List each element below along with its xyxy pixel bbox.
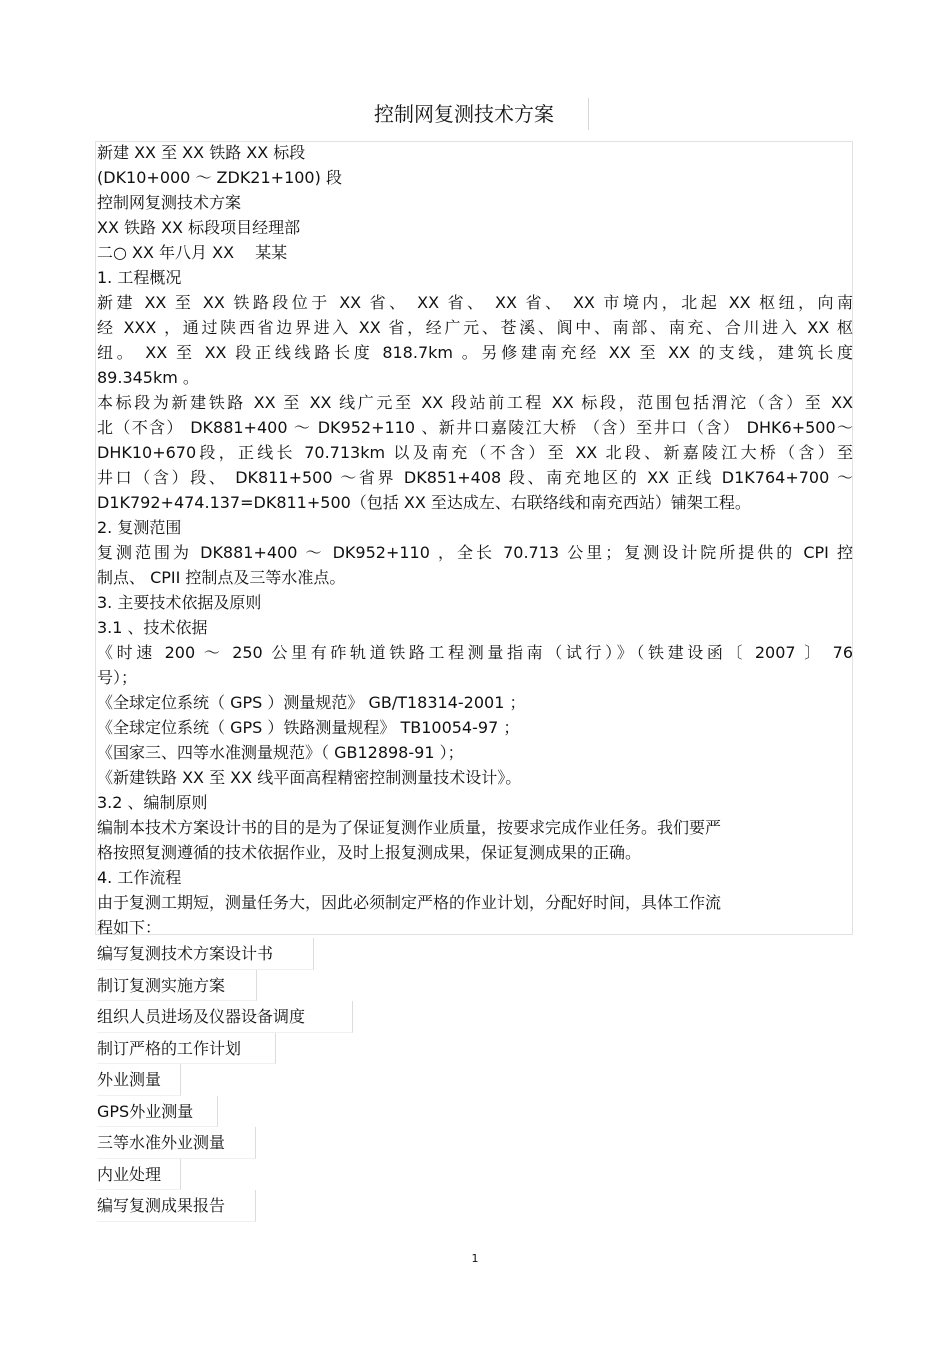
- flow-step-field-survey: 外业测量: [97, 1064, 181, 1096]
- paragraph-line: D1K792+474.137=DK811+500（包括 XX 至达成左、右联络线和南充西站）铺架工程。: [97, 493, 751, 512]
- workflow-steps: [97, 938, 353, 1222]
- section-heading-workflow: 4. 工作流程: [97, 868, 182, 887]
- reference-line: 《时速 200 ～ 250 公里有砟轨道铁路工程测量指南（试行）》（铁建设函〔 2007 〕 76: [97, 643, 853, 662]
- document-body: [97, 140, 853, 940]
- subsection-heading-technical-basis: 3.1 、技术依据: [97, 618, 208, 637]
- paragraph-line: 新建 XX 至 XX 铁路段位于 XX 省、 XX 省、 XX 省、 XX 市境内，北起 XX 枢纽，向南: [97, 293, 853, 312]
- paragraph-line: 格按照复测遵循的技术依据作业，及时上报复测成果，保证复测成果的正确。: [97, 843, 642, 862]
- cover-line-project: 新建 XX 至 XX 铁路 XX 标段: [97, 143, 306, 162]
- paragraph-line: 编制本技术方案设计书的目的是为了保证复测作业质量，按要求完成作业任务。我们要严: [97, 818, 722, 837]
- flow-step-write-design: 编写复测技术方案设计书: [97, 938, 314, 970]
- reference-line: 《国家三、四等水准测量规范》（ GB12898-91 ）；: [97, 743, 464, 762]
- reference-line: 《全球定位系统（ GPS ）测量规范》 GB/T18314-2001 ；: [97, 693, 526, 712]
- flow-step-personnel-equipment: 组织人员进场及仪器设备调度: [97, 1001, 353, 1033]
- reference-line: 《新建铁路 XX 至 XX 线平面高程精密控制测量技术设计》。: [97, 768, 522, 787]
- flow-step-result-report: 编写复测成果报告: [97, 1190, 256, 1222]
- reference-line: 《全球定位系统（ GPS ）铁路测量规程》 TB10054-97 ；: [97, 718, 520, 737]
- paragraph-line: 89.345km 。: [97, 368, 199, 387]
- cover-line-department: XX 铁路 XX 标段项目经理部: [97, 218, 301, 237]
- cover-line-doc-title: 控制网复测技术方案: [97, 193, 242, 212]
- paragraph-line: 经 XXX ，通过陕西省边界进入 XX 省，经广元、苍溪、阆中、南部、南充、合川进入 XX 枢: [97, 318, 853, 337]
- cover-line-date: 二○ XX 年八月 XX 某某: [97, 243, 288, 262]
- paragraph-line: 程如下：: [97, 918, 162, 937]
- paragraph-line: 北（不含） DK881+400 ～ DK952+110 、新井口嘉陵江大桥 （含）至井口（含） DHK6+500～: [97, 418, 853, 437]
- section-heading-basis: 3. 主要技术依据及原则: [97, 593, 262, 612]
- flow-step-office-processing: 内业处理: [97, 1159, 181, 1191]
- section-heading-scope: 2. 复测范围: [97, 518, 182, 537]
- paragraph-line: 复测范围为 DK881+400 ～ DK952+110 ，全长 70.713 公里；复测设计院所提供的 CPI 控: [97, 543, 853, 562]
- paragraph-line: 纽。 XX 至 XX 段正线线路长度 818.7km 。另修建南充经 XX 至 XX 的支线，建筑长度: [97, 343, 853, 362]
- document-title: 控制网复测技术方案: [340, 98, 589, 130]
- paragraph-line: 本标段为新建铁路 XX 至 XX 线广元至 XX 段站前工程 XX 标段，范围包括渭沱（含）至 XX: [97, 393, 853, 412]
- page-number: 1: [471, 1252, 479, 1265]
- flow-step-implementation-plan: 制订复测实施方案: [97, 970, 257, 1002]
- paragraph-line: DHK10+670段，正线长 70.713km 以及南充（不含）至 XX 北段、新嘉陵江大桥（含）至: [97, 443, 853, 462]
- section-heading-overview: 1. 工程概况: [97, 268, 182, 287]
- cover-line-section: (DK10+000 ～ ZDK21+100) 段: [97, 168, 342, 187]
- flow-step-leveling: 三等水准外业测量: [97, 1127, 256, 1159]
- reference-line: 号）；: [97, 668, 138, 687]
- paragraph-line: 井口（含）段、 DK811+500 ～省界 DK851+408 段、南充地区的 XX 正线 D1K764+700 ～: [97, 468, 853, 487]
- paragraph-line: 制点、 CPII 控制点及三等水准点。: [97, 568, 346, 587]
- subsection-heading-principles: 3.2 、编制原则: [97, 793, 208, 812]
- flow-step-work-plan: 制订严格的工作计划: [97, 1033, 276, 1065]
- flow-step-gps-survey: GPS外业测量: [97, 1096, 218, 1128]
- paragraph-line: 由于复测工期短，测量任务大，因此必须制定严格的作业计划，分配好时间，具体工作流: [97, 893, 722, 912]
